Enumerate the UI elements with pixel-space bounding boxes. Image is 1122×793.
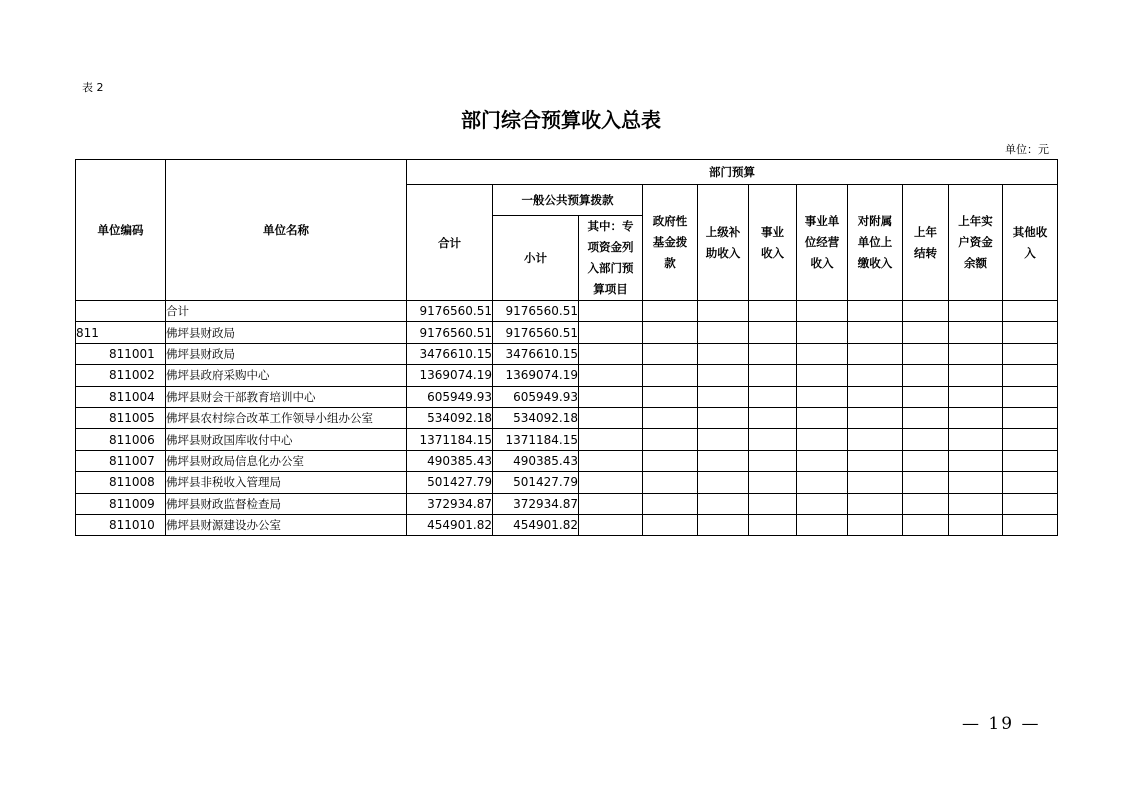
- cell-empty: [579, 450, 643, 471]
- cell-empty: [749, 407, 797, 428]
- cell-name: 佛坪县财会干部教育培训中心: [166, 386, 407, 407]
- cell-empty: [848, 450, 903, 471]
- page-title: 部门综合预算收入总表: [461, 108, 661, 132]
- header-other-income: 其他收 入: [1003, 185, 1058, 301]
- cell-code: 811010: [76, 514, 166, 535]
- cell-empty: [698, 493, 749, 514]
- cell-empty: [903, 322, 949, 343]
- cell-empty: [579, 365, 643, 386]
- cell-empty: [698, 386, 749, 407]
- cell-empty: [698, 301, 749, 322]
- cell-empty: [643, 407, 698, 428]
- table-row: [76, 514, 1058, 535]
- cell-code: 811006: [76, 429, 166, 450]
- cell-empty: [797, 493, 848, 514]
- cell-total: 454901.82: [407, 514, 493, 535]
- cell-empty: [1003, 407, 1058, 428]
- cell-empty: [797, 514, 848, 535]
- cell-empty: [579, 493, 643, 514]
- header-carryover: 上年 结转: [903, 185, 949, 301]
- cell-empty: [643, 450, 698, 471]
- cell-empty: [903, 343, 949, 364]
- cell-empty: [579, 301, 643, 322]
- cell-empty: [749, 365, 797, 386]
- cell-empty: [579, 472, 643, 493]
- cell-empty: [848, 386, 903, 407]
- cell-empty: [1003, 493, 1058, 514]
- cell-subtotal: 490385.43: [493, 450, 579, 471]
- cell-name: 佛坪县财政国库收付中心: [166, 429, 407, 450]
- cell-empty: [949, 450, 1003, 471]
- table-number: 表 2: [82, 81, 104, 94]
- cell-subtotal: 3476610.15: [493, 343, 579, 364]
- cell-empty: [797, 429, 848, 450]
- cell-empty: [903, 386, 949, 407]
- cell-empty: [797, 301, 848, 322]
- cell-empty: [1003, 365, 1058, 386]
- cell-empty: [797, 322, 848, 343]
- cell-total: 9176560.51: [407, 322, 493, 343]
- cell-name: 佛坪县财政监督检查局: [166, 493, 407, 514]
- cell-total: 501427.79: [407, 472, 493, 493]
- cell-empty: [643, 514, 698, 535]
- cell-name: 佛坪县政府采购中心: [166, 365, 407, 386]
- cell-empty: [698, 407, 749, 428]
- table-row: [76, 301, 1058, 322]
- cell-empty: [903, 365, 949, 386]
- cell-empty: [698, 322, 749, 343]
- cell-name: 佛坪县财源建设办公室: [166, 514, 407, 535]
- cell-name: 合计: [166, 301, 407, 322]
- cell-empty: [949, 365, 1003, 386]
- header-name: 单位名称: [166, 160, 407, 301]
- cell-empty: [1003, 429, 1058, 450]
- cell-empty: [848, 493, 903, 514]
- cell-empty: [749, 343, 797, 364]
- cell-empty: [579, 386, 643, 407]
- cell-empty: [579, 343, 643, 364]
- cell-empty: [698, 343, 749, 364]
- cell-empty: [749, 386, 797, 407]
- cell-empty: [643, 493, 698, 514]
- cell-empty: [797, 343, 848, 364]
- cell-subtotal: 1369074.19: [493, 365, 579, 386]
- cell-total: 1371184.15: [407, 429, 493, 450]
- cell-empty: [643, 386, 698, 407]
- page-number: — 19 —: [962, 714, 1041, 734]
- cell-subtotal: 454901.82: [493, 514, 579, 535]
- cell-subtotal: 534092.18: [493, 407, 579, 428]
- cell-subtotal: 372934.87: [493, 493, 579, 514]
- cell-empty: [848, 301, 903, 322]
- cell-subtotal: 605949.93: [493, 386, 579, 407]
- cell-empty: [1003, 386, 1058, 407]
- cell-empty: [579, 514, 643, 535]
- cell-empty: [1003, 301, 1058, 322]
- table-row: [76, 472, 1058, 493]
- header-general-public: 一般公共预算拨款: [493, 185, 643, 216]
- cell-name: 佛坪县财政局信息化办公室: [166, 450, 407, 471]
- cell-subtotal: 9176560.51: [493, 301, 579, 322]
- cell-code: 811005: [76, 407, 166, 428]
- cell-total: 534092.18: [407, 407, 493, 428]
- unit-label: 单位：元: [1005, 143, 1049, 156]
- cell-empty: [903, 429, 949, 450]
- cell-code: 811004: [76, 386, 166, 407]
- cell-empty: [749, 429, 797, 450]
- cell-empty: [1003, 450, 1058, 471]
- cell-empty: [1003, 343, 1058, 364]
- cell-empty: [643, 322, 698, 343]
- table-row: [76, 450, 1058, 471]
- cell-code: 811: [76, 322, 166, 343]
- cell-empty: [949, 386, 1003, 407]
- cell-empty: [749, 450, 797, 471]
- cell-empty: [698, 429, 749, 450]
- cell-empty: [579, 322, 643, 343]
- cell-code: [76, 301, 166, 322]
- cell-empty: [643, 429, 698, 450]
- cell-code: 811007: [76, 450, 166, 471]
- cell-empty: [1003, 514, 1058, 535]
- header-dept-budget: 部门预算: [407, 160, 1058, 185]
- cell-total: 605949.93: [407, 386, 493, 407]
- cell-empty: [643, 301, 698, 322]
- header-superior-subsidy: 上级补 助收入: [698, 185, 749, 301]
- cell-empty: [848, 514, 903, 535]
- header-business-income: 事业 收入: [749, 185, 797, 301]
- cell-code: 811002: [76, 365, 166, 386]
- cell-empty: [949, 322, 1003, 343]
- table-row: [76, 493, 1058, 514]
- cell-empty: [797, 407, 848, 428]
- header-unused-balance: 上年实 户资金 余额: [949, 185, 1003, 301]
- cell-total: 1369074.19: [407, 365, 493, 386]
- cell-empty: [643, 472, 698, 493]
- header-gov-fund: 政府性 基金拨 款: [643, 185, 698, 301]
- cell-empty: [848, 429, 903, 450]
- cell-empty: [797, 450, 848, 471]
- table-row: [76, 386, 1058, 407]
- cell-empty: [903, 450, 949, 471]
- cell-empty: [903, 493, 949, 514]
- cell-empty: [903, 472, 949, 493]
- cell-empty: [698, 472, 749, 493]
- cell-empty: [848, 365, 903, 386]
- cell-empty: [749, 493, 797, 514]
- cell-empty: [579, 407, 643, 428]
- cell-empty: [579, 429, 643, 450]
- header-operating-income: 事业单 位经营 收入: [797, 185, 848, 301]
- header-special-project: 其中：专 项资金列 入部门预 算项目: [579, 216, 643, 301]
- cell-empty: [903, 301, 949, 322]
- cell-subtotal: 9176560.51: [493, 322, 579, 343]
- cell-empty: [949, 493, 1003, 514]
- cell-empty: [848, 472, 903, 493]
- cell-empty: [949, 429, 1003, 450]
- cell-total: 3476610.15: [407, 343, 493, 364]
- header-total: 合计: [407, 185, 493, 301]
- cell-empty: [643, 343, 698, 364]
- header-subtotal: 小计: [493, 216, 579, 301]
- cell-empty: [949, 343, 1003, 364]
- cell-empty: [949, 407, 1003, 428]
- cell-code: 811001: [76, 343, 166, 364]
- cell-empty: [749, 301, 797, 322]
- cell-subtotal: 1371184.15: [493, 429, 579, 450]
- cell-empty: [903, 514, 949, 535]
- cell-empty: [903, 407, 949, 428]
- header-code: 单位编码: [76, 160, 166, 301]
- cell-empty: [1003, 472, 1058, 493]
- cell-empty: [949, 472, 1003, 493]
- cell-code: 811008: [76, 472, 166, 493]
- cell-empty: [949, 301, 1003, 322]
- table-row: [76, 322, 1058, 343]
- cell-name: 佛坪县农村综合改革工作领导小组办公室: [166, 407, 407, 428]
- cell-total: 9176560.51: [407, 301, 493, 322]
- cell-empty: [848, 343, 903, 364]
- cell-name: 佛坪县财政局: [166, 343, 407, 364]
- cell-code: 811009: [76, 493, 166, 514]
- table-row: [76, 365, 1058, 386]
- cell-empty: [749, 514, 797, 535]
- cell-total: 372934.87: [407, 493, 493, 514]
- cell-empty: [1003, 322, 1058, 343]
- table-row: [76, 343, 1058, 364]
- cell-empty: [749, 472, 797, 493]
- cell-empty: [797, 365, 848, 386]
- budget-income-table: [75, 159, 1058, 536]
- table-row: [76, 407, 1058, 428]
- cell-empty: [848, 322, 903, 343]
- cell-subtotal: 501427.79: [493, 472, 579, 493]
- cell-empty: [698, 365, 749, 386]
- cell-empty: [949, 514, 1003, 535]
- cell-name: 佛坪县财政局: [166, 322, 407, 343]
- table-row: [76, 429, 1058, 450]
- cell-empty: [643, 365, 698, 386]
- cell-empty: [698, 514, 749, 535]
- table-body: [76, 301, 1058, 536]
- cell-empty: [797, 472, 848, 493]
- cell-name: 佛坪县非税收入管理局: [166, 472, 407, 493]
- cell-empty: [797, 386, 848, 407]
- cell-total: 490385.43: [407, 450, 493, 471]
- cell-empty: [749, 322, 797, 343]
- header-affiliated-income: 对附属 单位上 缴收入: [848, 185, 903, 301]
- cell-empty: [698, 450, 749, 471]
- cell-empty: [848, 407, 903, 428]
